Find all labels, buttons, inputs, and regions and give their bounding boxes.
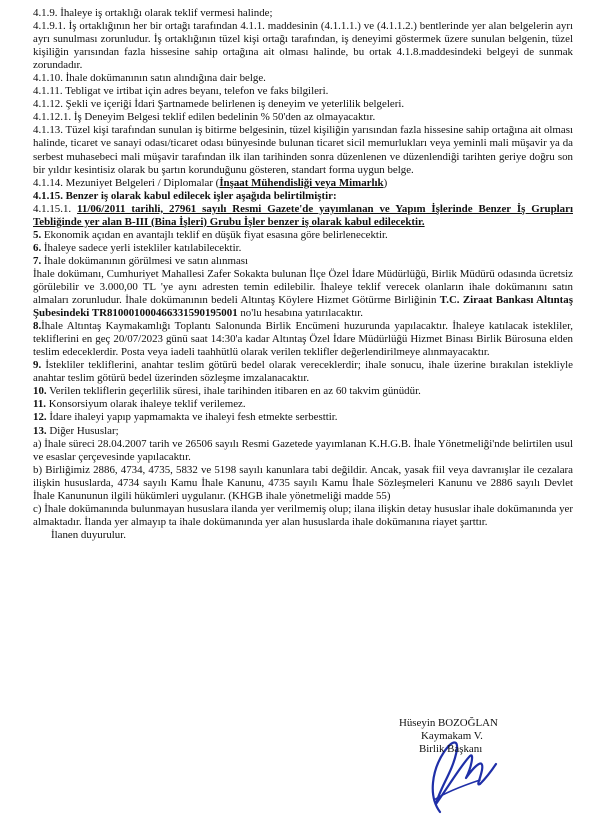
- diploma-fields: İnşaat Mühendisliği veya Mimarlık: [219, 176, 384, 189]
- document-sale-text: İhale dokümanı, Cumhuriyet Mahallesi Zafer Sokakta bulunan İlçe Özel İdare Müdürlüğü, Birlik Müdürü odasında ücretsiz görülebilir ve 3.000,00 TL 'ye aynı adresten temin edilebilir. İhaleye teklif verecek olanların ihale dokümanını satın almaları zorunludur. İhale dokümanının bedeli Altıntaş Köylere Hizmet Götürme Birliğinin: [33, 267, 573, 307]
- item-13-a: a) İhale süreci 28.04.2007 tarih ve 26506 sayılı Resmi Gazetede yayımlanan K.H.G.B. İhale Yönetmeliği'nde belirtilen usul ve esaslar çerçevesinde yapılacaktır.: [33, 437, 573, 463]
- item-13: [33, 425, 573, 438]
- clause-4-1-12-1: 4.1.12.1. İş Deneyim Belgesi teklif edilen bedelinin % 50'den az olmayacaktır.: [33, 111, 376, 124]
- signer-title: Kaymakam V.: [421, 730, 483, 742]
- clause-4-1-14: [33, 177, 573, 190]
- clause-4-1-11: 4.1.11. Tebligat ve irtibat için adres beyanı, telefon ve faks bilgileri.: [33, 85, 329, 98]
- document-sale-paragraph: [33, 268, 573, 320]
- signer-name: Hüseyin BOZOĞLAN: [399, 717, 498, 729]
- item-5: [33, 229, 573, 242]
- item-12-text: İdare ihaleyi yapıp yapmamakta ve ihaleyi fesh etmekte serbesttir.: [46, 411, 338, 424]
- item-13-b: b) Birliğimiz 2886, 4734, 4735, 5832 ve 5198 sayılı kanunlara tabi değildir. Ancak, yasak fiil veya davranışlar ile cezalara ilişkin hususlarda, 4734 sayılı Kamu İhale Kanunu, 4735 sayılı Kamu İhale Sözleşmeleri Kanunu ve 2886 sayılı Devlet İhale Kanununun ilgili hükümleri uygulanır. (KHGB ihale yönetmeliği madde 55): [33, 463, 573, 502]
- item-9-text: İstekliler tekliflerini, anahtar teslim götürü bedel olarak vereceklerdir; ihale sonucu, ihale üzerine bırakılan istekliyle anahtar teslim götürü bedel üzerinden sözleşme imzalanacaktır.: [33, 359, 573, 385]
- item-9-number: 9.: [33, 359, 42, 372]
- item-7-text: İhale dokümanının görülmesi ve satın alınması: [41, 254, 249, 267]
- bank-account: T.C. Ziraat Bankası Altıntaş Şubesindeki TR810001000466331590195001: [33, 294, 573, 320]
- item-8-text: İhale Altıntaş Kaymakamlığı Toplantı Salonunda Birlik Encümeni huzurunda yapılacaktır. İhaleye katılacak istekliler, tekliflerini en geç 20/07/2023 günü saat 14:30'a kadar Altıntaş Özel İdare Müdürlüğü Hizmet Binası Birlik Bürosuna elden teslim edeceklerdir. Posta veya iadeli taahhütlü olarak verilen teklifler değerlendirilmeye alınmayacaktır.: [33, 320, 573, 359]
- similar-work-definition: 11/06/2011 tarihli, 27961 sayılı Resmi Gazete'de yayımlanan ve Yapım İşlerinde Benzer İş Grupları Tebliğinde yer alan B-III (Bina İşleri) Grubu İşler benzer iş olarak kabul edilecektir.: [33, 202, 573, 228]
- closing-line: İlanen duyurulur.: [51, 528, 127, 541]
- item-6-text: İhaleye sadece yerli istekliler katılabilecektir.: [41, 241, 242, 254]
- item-9: [33, 359, 573, 385]
- signer-role: Birlik Başkanı: [419, 743, 483, 755]
- item-13-text: Diğer Hususlar;: [46, 424, 119, 437]
- document-body: [33, 7, 573, 542]
- document-sale-end: no'lu hesabına yatırılacaktır.: [237, 307, 363, 320]
- clause-4-1-14-close: ): [383, 176, 388, 189]
- signature-block: [399, 717, 498, 756]
- item-6-number: 6.: [33, 241, 42, 254]
- item-10-number: 10.: [33, 385, 47, 398]
- item-5-number: 5.: [33, 228, 42, 241]
- clause-4-1-15-1-number: 4.1.15.1.: [33, 202, 78, 215]
- clause-4-1-12: 4.1.12. Şekli ve içeriği İdari Şartnamede belirlenen iş deneyim ve yeterlilik belgeleri.: [33, 98, 405, 111]
- item-11-number: 11.: [33, 398, 47, 411]
- clause-4-1-15-1: [33, 203, 573, 229]
- item-8: [33, 320, 573, 359]
- clause-4-1-10: 4.1.10. İhale dokümanının satın alındığına dair belge.: [33, 72, 266, 85]
- item-13-c: c) İhale dokümanında bulunmayan hususlara ilanda yer verilmemiş olup; ilana ilişkin detay hususlar ihale dokümanında yer almaktadır. İlanda yer almayıp ta ihale dokümanında yer alan hususlarda ihale dokümanına riayet şarttır.: [33, 502, 573, 528]
- item-10: [33, 385, 573, 398]
- item-13-number: 13.: [33, 424, 47, 437]
- item-12-number: 12.: [33, 411, 47, 424]
- clause-4-1-13: 4.1.13. Tüzel kişi tarafından sunulan iş bitirme belgesinin, tüzel kişiliğin yarısından fazla hissesine sahip ortağına ait olması halinde, ticaret ve sanayi odası/ticaret odası bünyesinde bulunan ticaret sicil memurlukları veya yeminli mali müşavir ya da serbest muhasebeci mali müşavir tarafından ilk ilan tarihinden sonra düzenlenen ve düzenlendiği tarihten geriye doğru son bir yıldır kesintisiz olarak bu şartın korunduğunu gösteren, standart forma uygun belge.: [33, 124, 573, 176]
- clause-4-1-14-text: 4.1.14. Mezuniyet Belgeleri / Diplomalar (: [33, 176, 220, 189]
- item-5-text: Ekonomik açıdan en avantajlı teklif en düşük fiyat esasına göre belirlenecektir.: [41, 228, 388, 241]
- item-7: [33, 255, 573, 268]
- item-6: [33, 242, 573, 255]
- clause-4-1-15: 4.1.15. Benzer iş olarak kabul edilecek işler aşağıda belirtilmiştir:: [33, 189, 337, 202]
- clause-4-1-9-1: 4.1.9.1. İş ortaklığının her bir ortağı tarafından 4.1.1. maddesinin (4.1.1.1.) ve (4.1.1.2.) bentlerinde yer alan belgelerin ayrı ayrı sunulması zorunludur. İş ortaklığının tüzel kişi ortağı tarafından, iş deneyimi göstermek üzere sunulan belgenin, tüzel kişiliğin yarısından fazla hissesine sahip ortağına ait olması halinde, bu ortak 4.1.8.maddesindeki belgeyi de sunmak zorundadır.: [33, 20, 573, 72]
- item-12: [33, 411, 573, 424]
- item-8-number: 8.: [33, 320, 42, 333]
- clause-4-1-9: 4.1.9. İhaleye iş ortaklığı olarak teklif vermesi halinde;: [33, 7, 273, 19]
- item-11: [33, 398, 573, 411]
- item-11-text: Konsorsiyum olarak ihaleye teklif verilemez.: [46, 398, 246, 411]
- item-10-text: Verilen tekliflerin geçerlilik süresi, ihale tarihinden itibaren en az 60 takvim günüdür.: [46, 385, 421, 398]
- item-7-number: 7.: [33, 254, 42, 267]
